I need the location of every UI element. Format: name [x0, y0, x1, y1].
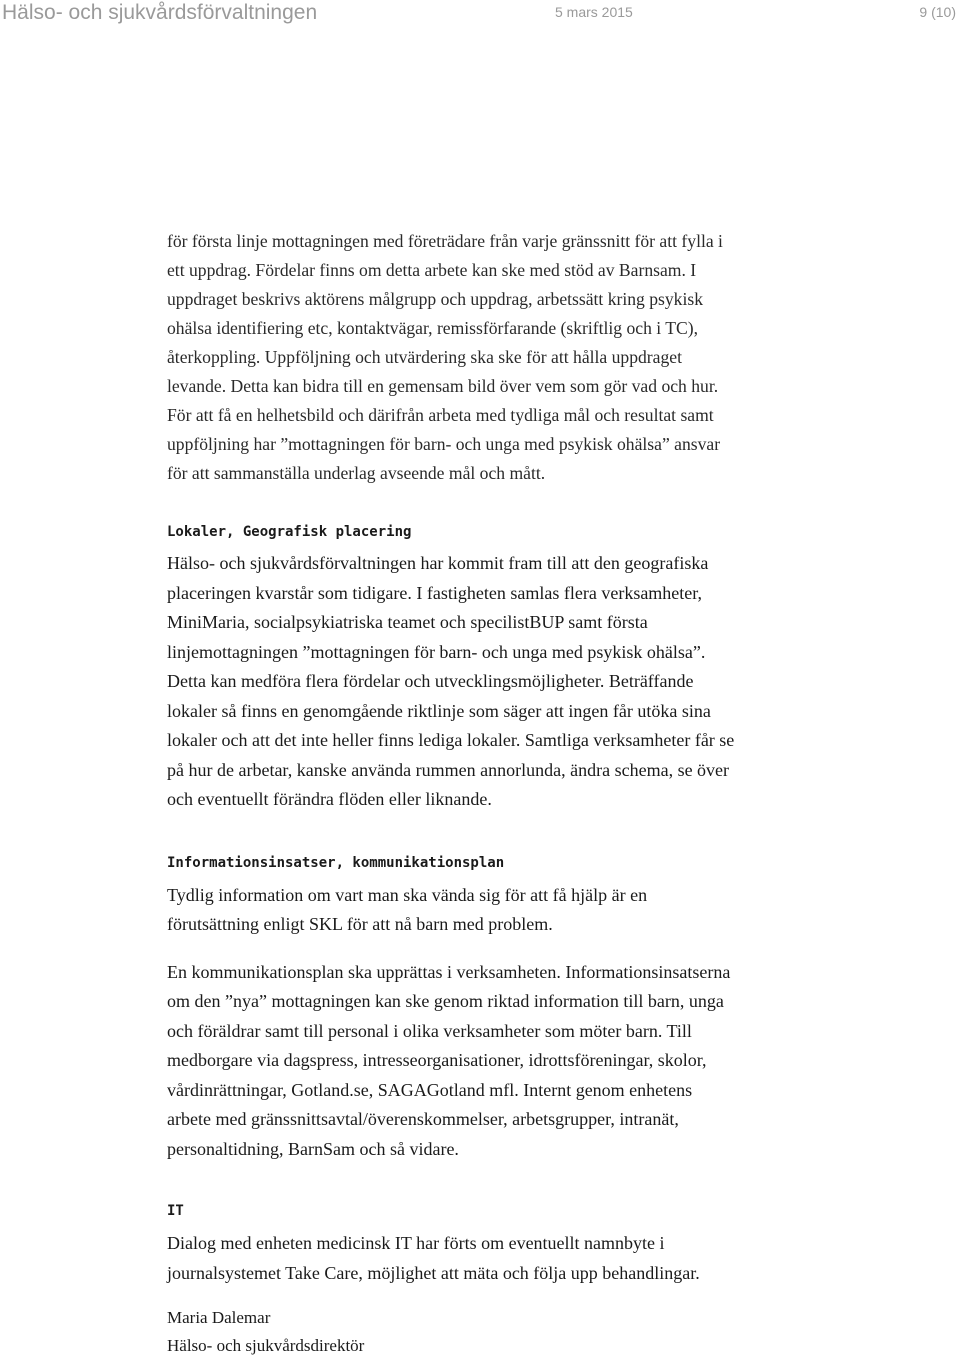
information-paragraph-2: En kommunikationsplan ska upprättas i verksamheten. Informationsinsatserna om den ”nya” mottagningen kan ske genom riktad information till barn, unga och föräldrar samt till personal i olika verksamheter som möter barn. Till medborgare via dagspress, intresseorganisationer, idrottsföreningar, skolor, vårdinrättningar, Gotland.se, SAGAGotland mfl. Internt genom enhetens arbete med gränssnittsavtal/överenskommelser, arbetsgrupper, intranät, personaltidning, BarnSam och så vidare. — [167, 961, 731, 1159]
header-page-number: 9 (10) — [919, 4, 956, 20]
intro-paragraph: för första linje mottagningen med företrädare från varje gränssnitt för att fylla i ett uppdrag. Fördelar finns om detta arbete kan ske med stöd av Barnsam. I uppdraget beskrivs aktörens målgrupp och uppdrag, arbetssätt kring psykisk ohälsa identifiering etc, kontaktvägar, remissförfarande (skriftlig och i TC), återkoppling. Uppföljning och utvärdering ska ske för att hålla uppdraget levande. Detta kan bidra till en gemensam bild över vem som gör vad och hur. För att få en helhetsbild och därifrån arbeta med tydliga mål och resultat samt uppföljning har ”mottagningen för barn- och unga med psykisk ohälsa” ansvar för att sammanställa underlag avseende mål och mått. — [167, 231, 723, 483]
header-organization: Hälso- och sjukvårdsförvaltningen — [2, 1, 318, 24]
header-date: 5 mars 2015 — [555, 4, 633, 20]
information-paragraph-1: Tydlig information om vart man ska vända sig för att få hjälp är en förutsättning enligt SKL för att nå barn med problem. — [167, 884, 648, 934]
section-heading-it: IT — [167, 1203, 184, 1219]
signature-name: Maria Dalemar — [167, 1308, 271, 1327]
document-body — [167, 227, 847, 1360]
signature-title: Hälso- och sjukvårdsdirektör — [167, 1336, 365, 1355]
section-heading-lokaler: Lokaler, Geografisk placering — [167, 524, 412, 540]
it-paragraph: Dialog med enheten medicinsk IT har förts om eventuellt namnbyte i journalsystemet Take Care, möjlighet att mäta och följa upp behandlingar. — [167, 1233, 700, 1283]
signature-block — [167, 1304, 847, 1360]
lokaler-paragraph: Hälso- och sjukvårdsförvaltningen har kommit fram till att den geografiska placeringen kvarstår som tidigare. I fastigheten samlas flera verksamheter, MiniMaria, socialpsykiatriska teamet och specilistBUP samt första linjemottagningen ”mottagningen för barn- och unga med psykisk ohälsa”. Detta kan medföra flera fördelar och utvecklingsmöjligheter. Beträffande lokaler så finns en genomgående riktlinje som säger att ingen får utöka sina lokaler och att det inte heller finns lediga lokaler. Samtliga verksamheter får se på hur de arbetar, kanske använda rummen annorlunda, ändra schema, se över och eventuellt förändra flöden eller liknande. — [167, 553, 735, 809]
section-heading-information: Informationsinsatser, kommunikationsplan — [167, 854, 505, 871]
page-header — [0, 0, 960, 28]
